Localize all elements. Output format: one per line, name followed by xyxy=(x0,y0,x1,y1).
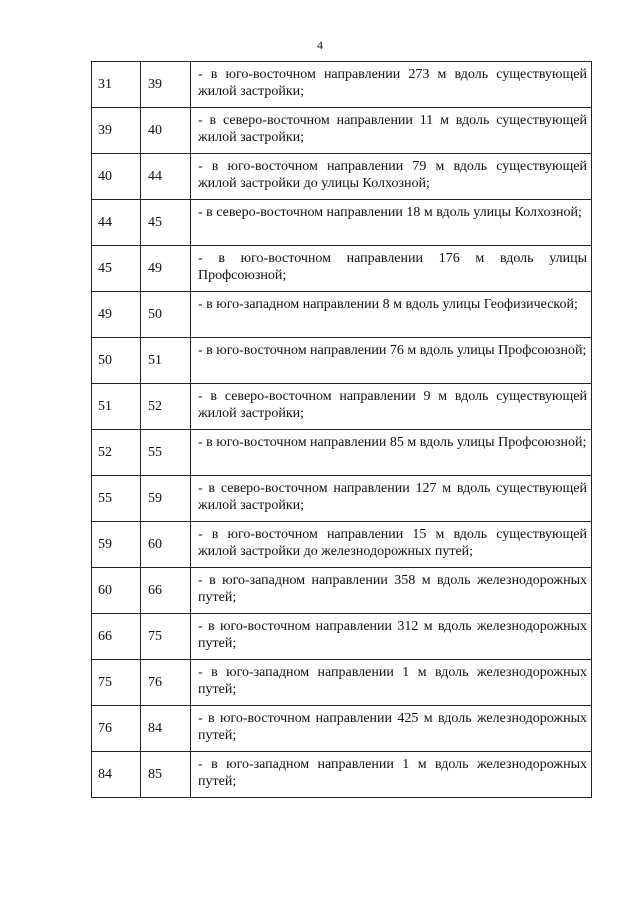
point-to-cell: 55 xyxy=(141,430,191,476)
point-from-cell: 76 xyxy=(92,706,141,752)
table-row xyxy=(92,246,592,292)
description-cell: - в юго-западном направлении 1 м вдоль железнодорожных путей; xyxy=(191,660,592,706)
table-row xyxy=(92,384,592,430)
point-to-cell: 49 xyxy=(141,246,191,292)
table-row xyxy=(92,568,592,614)
point-to-cell: 59 xyxy=(141,476,191,522)
point-from-cell: 59 xyxy=(92,522,141,568)
point-to-cell: 75 xyxy=(141,614,191,660)
point-from-cell: 39 xyxy=(92,108,141,154)
point-to-cell: 51 xyxy=(141,338,191,384)
point-from-cell: 55 xyxy=(92,476,141,522)
point-to-cell: 85 xyxy=(141,752,191,798)
table-row xyxy=(92,706,592,752)
description-cell: - в юго-восточном направлении 273 м вдоль существующей жилой застройки; xyxy=(191,62,592,108)
point-to-cell: 50 xyxy=(141,292,191,338)
description-cell: - в северо-восточном направлении 18 м вдоль улицы Колхозной; xyxy=(191,200,592,246)
point-to-cell: 40 xyxy=(141,108,191,154)
point-from-cell: 51 xyxy=(92,384,141,430)
description-cell: - в юго-западном направлении 8 м вдоль улицы Геофизической; xyxy=(191,292,592,338)
description-cell: - в северо-восточном направлении 9 м вдоль существующей жилой застройки; xyxy=(191,384,592,430)
description-cell: - в юго-восточном направлении 79 м вдоль существующей жилой застройки до улицы Колхозной; xyxy=(191,154,592,200)
description-cell: - в юго-восточном направлении 176 м вдоль улицы Профсоюзной; xyxy=(191,246,592,292)
table-row xyxy=(92,108,592,154)
point-from-cell: 40 xyxy=(92,154,141,200)
point-to-cell: 66 xyxy=(141,568,191,614)
point-from-cell: 84 xyxy=(92,752,141,798)
point-to-cell: 39 xyxy=(141,62,191,108)
table-row xyxy=(92,522,592,568)
table-row xyxy=(92,338,592,384)
table-row xyxy=(92,614,592,660)
table-row xyxy=(92,292,592,338)
point-from-cell: 44 xyxy=(92,200,141,246)
point-from-cell: 52 xyxy=(92,430,141,476)
point-to-cell: 84 xyxy=(141,706,191,752)
description-cell: - в юго-восточном направлении 85 м вдоль улицы Профсоюзной; xyxy=(191,430,592,476)
point-from-cell: 31 xyxy=(92,62,141,108)
description-cell: - в юго-западном направлении 1 м вдоль железнодорожных путей; xyxy=(191,752,592,798)
point-from-cell: 60 xyxy=(92,568,141,614)
table-row xyxy=(92,62,592,108)
point-to-cell: 45 xyxy=(141,200,191,246)
point-from-cell: 66 xyxy=(92,614,141,660)
description-cell: - в юго-восточном направлении 76 м вдоль улицы Профсоюзной; xyxy=(191,338,592,384)
table-row xyxy=(92,154,592,200)
description-cell: - в северо-восточном направлении 11 м вдоль существующей жилой застройки; xyxy=(191,108,592,154)
point-to-cell: 52 xyxy=(141,384,191,430)
table-row xyxy=(92,430,592,476)
description-cell: - в юго-восточном направлении 425 м вдоль железнодорожных путей; xyxy=(191,706,592,752)
point-to-cell: 60 xyxy=(141,522,191,568)
point-from-cell: 49 xyxy=(92,292,141,338)
page-number: 4 xyxy=(317,38,323,52)
point-to-cell: 76 xyxy=(141,660,191,706)
description-cell: - в северо-восточном направлении 127 м вдоль существующей жилой застройки; xyxy=(191,476,592,522)
table-row xyxy=(92,752,592,798)
point-from-cell: 75 xyxy=(92,660,141,706)
description-cell: - в юго-западном направлении 358 м вдоль железнодорожных путей; xyxy=(191,568,592,614)
table-row xyxy=(92,476,592,522)
boundary-table xyxy=(91,61,592,798)
point-from-cell: 50 xyxy=(92,338,141,384)
point-to-cell: 44 xyxy=(141,154,191,200)
point-from-cell: 45 xyxy=(92,246,141,292)
table-row xyxy=(92,200,592,246)
description-cell: - в юго-восточном направлении 312 м вдоль железнодорожных путей; xyxy=(191,614,592,660)
description-cell: - в юго-восточном направлении 15 м вдоль существующей жилой застройки до железнодорожных путей; xyxy=(191,522,592,568)
table-row xyxy=(92,660,592,706)
